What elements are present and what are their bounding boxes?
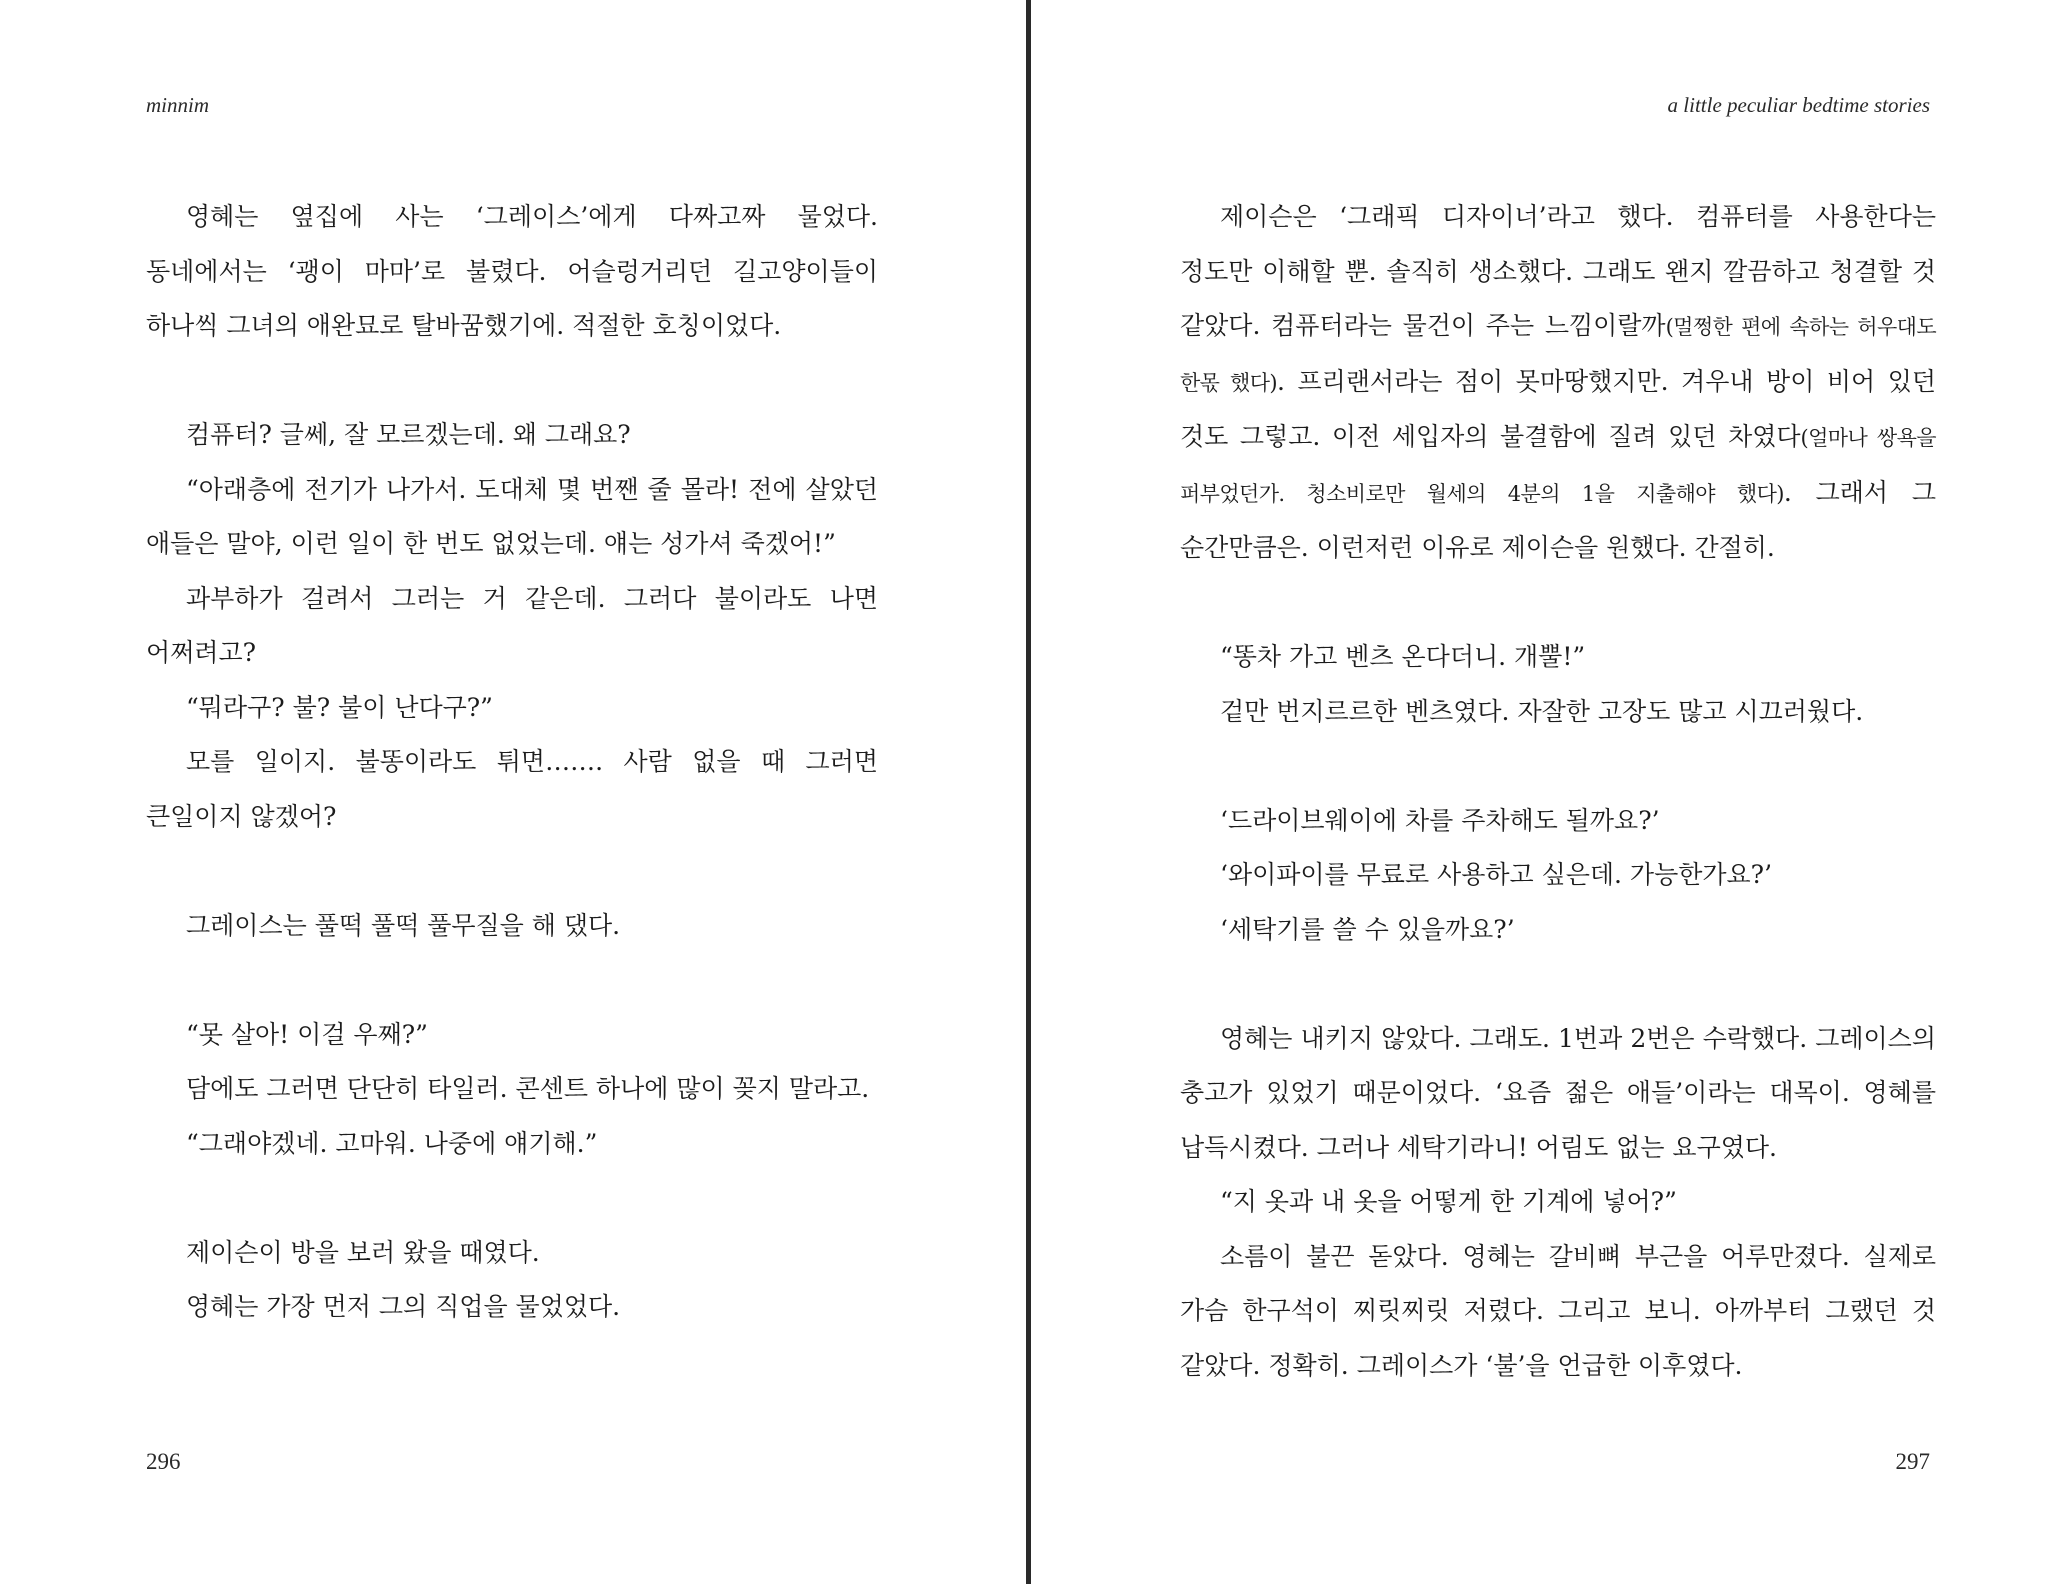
paragraph: ‘드라이브웨이에 차를 주차해도 될까요?’: [1220, 805, 1660, 835]
paragraph-text: . 그래서 그 순간만큼은. 이런저런 이유로 제이슨을 원했다. 간절히.: [1180, 477, 1936, 562]
running-head-book-title: a little peculiar bedtime stories: [1667, 93, 1930, 117]
paragraph: 영혜는 옆집에 사는 ‘그레이스’에게 다짜고짜 물었다. 동네에서는 ‘괭이 마마’로 불렸다. 어슬렁거리던 길고양이들이 하나씩 그녀의 애완묘로 탈바꿈했기에. 적절한 호칭이었다.: [146, 202, 878, 340]
paragraph: “뭐라구? 불? 불이 난다구?”: [186, 692, 493, 722]
paragraph: 영혜는 내키지 않았다. 그래도. 1번과 2번은 수락했다. 그레이스의 충고가 있었기 때문이었다. ‘요즘 젊은 애들’이라는 대목이. 영혜를 납득시켰다. 그러나 세탁기라니! 어림도 없는 요구였다.: [1180, 1023, 1936, 1162]
book-gutter: [1026, 0, 1031, 1584]
paragraph: 제이슨이 방을 보러 왔을 때였다.: [186, 1237, 540, 1267]
parenthetical-note: (멀쩡한 편에 속하는 허우대도 한몫 했다): [1180, 315, 1937, 395]
paragraph: “똥차 가고 벤츠 온다더니. 개뿔!”: [1220, 642, 1586, 671]
right-body-text: [1180, 190, 1936, 1393]
running-head-author: minnim: [146, 93, 209, 117]
paragraph: 담에도 그러면 단단히 타일러. 콘센트 하나에 많이 꽂지 말라고.: [186, 1074, 870, 1103]
paragraph: 소름이 불끈 돋았다. 영혜는 갈비뼈 부근을 어루만졌다. 실제로 가슴 한구석이 찌릿찌릿 저렸다. 그리고 보니. 아까부터 그랬던 것 같았다. 정확히. 그레이스가 ‘불’을 언급한 이후였다.: [1180, 1241, 1936, 1380]
paragraph: “그래야겠네. 고마워. 나중에 얘기해.”: [186, 1128, 598, 1158]
paragraph-text: . 프리랜서라는 점이 못마땅했지만. 겨우내 방이 비어 있던 것도 그렇고. 이전 세입자의 불결함에 질려 있던 차였다: [1180, 366, 1936, 451]
paragraph: “아래층에 전기가 나가서. 도대체 몇 번짼 줄 몰라! 전에 살았던 애들은 말야, 이런 일이 한 번도 없었는데. 얘는 성가셔 죽겠어!”: [146, 474, 878, 558]
paragraph: ‘와이파이를 무료로 사용하고 싶은데. 가능한가요?’: [1220, 860, 1773, 889]
right-page: [1032, 0, 2054, 1584]
left-body-text: [146, 190, 878, 1335]
parenthetical-note: (얼마나 쌍욕을 퍼부었던가. 청소비로만 월세의 4분의 1을 지출해야 했다): [1180, 426, 1936, 506]
paragraph: 영혜는 가장 먼저 그의 직업을 물었었다.: [186, 1292, 621, 1321]
paragraph: 그레이스는 풀떡 풀떡 풀무질을 해 댔다.: [186, 910, 621, 940]
paragraph-text: 제이슨은 ‘그래픽 디자이너’라고 했다. 컴퓨터를 사용한다는 정도만 이해할 뿐. 솔직히 생소했다. 그래도 왠지 깔끔하고 청결할 것 같았다. 컴퓨터라는 물건이 주는 느낌이랄까: [1180, 202, 1936, 340]
paragraph: [1180, 190, 1936, 576]
paragraph: ‘세탁기를 쓸 수 있을까요?’: [1220, 914, 1515, 944]
page-number-right: 297: [1895, 1449, 1930, 1474]
page-number-left: 296: [146, 1449, 181, 1474]
paragraph: 모를 일이지. 불똥이라도 튀면……. 사람 없을 때 그러면 큰일이지 않겠어?: [146, 747, 878, 831]
paragraph: 겉만 번지르르한 벤츠였다. 자잘한 고장도 많고 시끄러웠다.: [1220, 696, 1864, 726]
paragraph: “지 옷과 내 옷을 어떻게 한 기계에 넣어?”: [1220, 1187, 1677, 1216]
paragraph: 과부하가 걸려서 그러는 거 같은데. 그러다 불이라도 나면 어쩌려고?: [146, 583, 878, 667]
left-page: [0, 0, 1026, 1584]
paragraph: “못 살아! 이걸 우째?”: [186, 1019, 428, 1049]
paragraph: 컴퓨터? 글쎄, 잘 모르겠는데. 왜 그래요?: [186, 420, 631, 449]
